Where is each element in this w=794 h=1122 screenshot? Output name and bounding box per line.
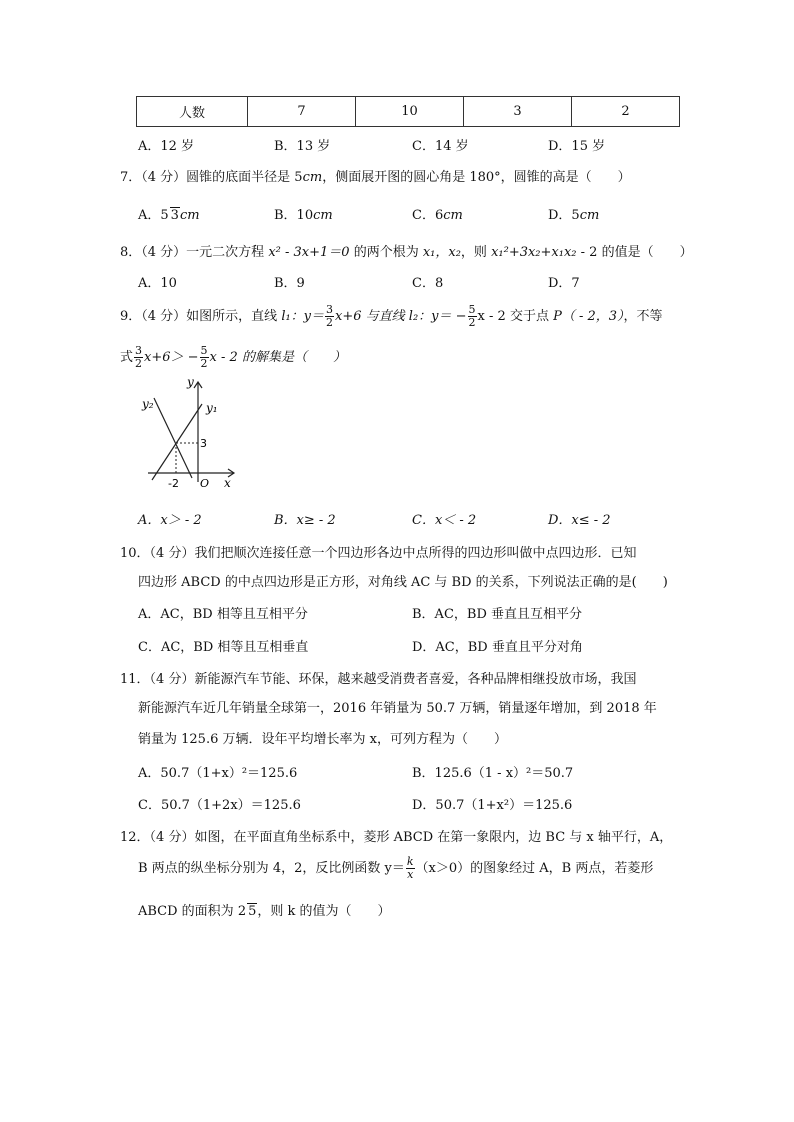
line-l2: l₂：y＝ − [408, 309, 467, 324]
q9-text: 9．（4 分）如图所示，直线 [120, 309, 282, 324]
unit: cm [313, 208, 333, 223]
q8-text: ，则 [460, 245, 492, 260]
q12-text: （x＞0）的图象经过 A，B 两点，若菱形 [415, 861, 654, 876]
y-axis-label: y [187, 375, 194, 389]
q8-text: 的两个根为 [349, 245, 423, 260]
q11-stem-line3: 销量为 125.6 万辆．设年平均增长率为 x，可列方程为（ ） [138, 732, 507, 747]
tick-label-3: 3 [200, 437, 207, 450]
table-row [137, 97, 680, 127]
line-l1: l₁：y＝ [281, 309, 325, 324]
numerator: 3 [326, 303, 334, 316]
q10-option-b: B．AC，BD 垂直且互相平分 [412, 607, 582, 622]
q11-option-d: D．50.7（1+x²）＝125.6 [412, 798, 573, 813]
q11-option-a: A．50.7（1+x）²＝125.6 [138, 766, 298, 781]
q8-option-a: A．10 [138, 276, 177, 291]
q7-option-c [412, 204, 463, 223]
table-header-cell: 人数 [137, 97, 248, 127]
q6-option-a: A．12 岁 [138, 139, 195, 154]
q8-equation: x² - 3x+1＝0 [268, 245, 350, 260]
q12-text: B 两点的纵坐标分别为 4，2，反比例函数 y＝ [138, 861, 405, 876]
numerator: 3 [135, 344, 143, 357]
y1-label: y₁ [206, 401, 218, 415]
table-cell: 2 [572, 97, 680, 127]
q12-stem-line2 [138, 856, 653, 881]
q8-option-b: B．9 [274, 276, 305, 291]
q8-stem [120, 241, 693, 260]
q8-roots: x₁，x₂ [422, 245, 461, 260]
q12-stem-line1: 12．（4 分）如图，在平面直角坐标系中，菱形 ABCD 在第一象限内，边 BC 与 x 轴平行，A， [120, 830, 673, 845]
q8-option-d: D．7 [548, 276, 580, 291]
q11-option-b: B．125.6（1 - x）²＝50.7 [412, 766, 574, 781]
age-count-table [136, 96, 680, 127]
line-y2 [154, 398, 192, 478]
unit: cm [179, 208, 200, 223]
q9-text: x+6＞ − [144, 350, 199, 365]
q6-option-d: D．15 岁 [548, 139, 606, 154]
q8-text: - 2 的值是（ ） [576, 245, 693, 260]
q9-stem-line1 [120, 304, 663, 329]
option-label: A．5 [138, 208, 169, 223]
q6-option-c: C．14 岁 [412, 139, 469, 154]
q9-text: 式 [120, 350, 134, 365]
q7-option-d [548, 204, 599, 223]
fraction [468, 304, 477, 329]
option-label: B．10 [274, 208, 314, 223]
table-cell: 10 [356, 97, 464, 127]
denominator: 2 [135, 357, 143, 370]
table-cell: 7 [248, 97, 356, 127]
unit: cm [579, 208, 600, 223]
tick-label-neg2: -2 [168, 477, 179, 490]
q8-option-c: C．8 [412, 276, 444, 291]
unit: cm [443, 208, 463, 223]
q7-option-a [138, 204, 200, 223]
option-label: C．6 [412, 208, 444, 223]
q7-text: ，侧面展开图的圆心角是 180°，圆锥的高是（ ） [322, 170, 631, 185]
q12-text: ，则 k 的值为（ ） [257, 904, 391, 919]
q9-option-b: B．x≥ - 2 [274, 513, 336, 528]
q6-option-b: B．13 岁 [274, 139, 331, 154]
q10-option-c: C．AC，BD 相等且互相垂直 [138, 640, 309, 655]
table-cell: 3 [464, 97, 572, 127]
denominator: 2 [326, 316, 334, 329]
q10-stem-line1: 10．（4 分）我们把顺次连接任意一个四边形各边中点所得的四边形叫做中点四边形．已知 [120, 546, 637, 561]
numerator: k [406, 855, 414, 868]
q9-graph [138, 374, 243, 494]
q10-stem-line2: 四边形 ABCD 的中点四边形是正方形，对角线 AC 与 BD 的关系，下列说法正确的是( ) [138, 575, 668, 590]
fraction [200, 345, 209, 370]
q8-expression: x₁²+3x₂+x₁x₂ [491, 245, 577, 260]
q10-option-a: A．AC，BD 相等且互相平分 [138, 607, 308, 622]
q7-text: 7．（4 分）圆锥的底面半径是 5 [120, 170, 303, 185]
denominator: 2 [468, 316, 476, 329]
option-label: D．5 [548, 208, 580, 223]
fraction [406, 856, 415, 881]
q9-text: x - 2 交于点 [477, 309, 554, 324]
radicand: 3 [170, 208, 179, 223]
q7-unit: cm [302, 170, 323, 185]
q9-text: x - 2 的解集是（ ） [209, 350, 346, 365]
q9-text: x+6 与直线 [335, 309, 409, 324]
line-y1 [152, 404, 202, 480]
q9-text: ，不等 [623, 309, 663, 324]
numerator: 5 [468, 303, 476, 316]
q7-stem [120, 166, 631, 185]
q11-stem-line1: 11．（4 分）新能源汽车节能、环保，越来越受消费者喜爱，各种品牌相继投放市场，我国 [120, 672, 637, 687]
q9-option-a: A．x＞ - 2 [138, 513, 202, 528]
denominator: 2 [200, 357, 208, 370]
origin-label: O [200, 477, 210, 490]
q12-text: ABCD 的面积为 2 [138, 904, 247, 919]
fraction [325, 304, 334, 329]
y2-label: y₂ [142, 397, 154, 411]
q12-stem-line3 [138, 900, 391, 919]
q11-option-c: C．50.7（1+2x）＝125.6 [138, 798, 301, 813]
q9-option-d: D．x≤ - 2 [548, 513, 611, 528]
q8-text: 8．（4 分）一元二次方程 [120, 245, 269, 260]
q9-option-c: C．x＜ - 2 [412, 513, 477, 528]
point-p: P（ - 2，3） [553, 309, 624, 324]
radicand: 5 [248, 904, 257, 919]
x-axis-label: x [224, 476, 231, 490]
numerator: 5 [200, 344, 208, 357]
q9-stem-line2 [120, 345, 346, 370]
denominator: x [407, 868, 414, 881]
q11-stem-line2: 新能源汽车近几年销量全球第一，2016 年销量为 50.7 万辆，销量逐年增加，到 2018 年 [138, 701, 657, 716]
q10-option-d: D．AC，BD 垂直且平分对角 [412, 640, 583, 655]
fraction [134, 345, 143, 370]
q7-option-b [274, 204, 333, 223]
